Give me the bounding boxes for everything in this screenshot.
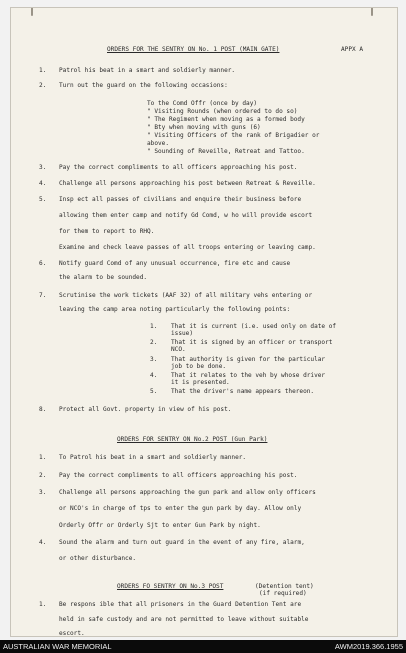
occasion-line: " Sounding of Reveille, Retreat and Tattoo. (147, 148, 305, 155)
section-subtitle: (if required) (259, 590, 307, 597)
item-text: allowing them enter camp and notify Gd Comd, w ho will provide escort (59, 212, 313, 219)
point-text: NCO. (171, 346, 186, 353)
item-text: the alarm to be sounded. (59, 274, 148, 281)
document-title: ORDERS FOR THE SENTRY ON No. 1 POST (MAIN GATE) (107, 46, 280, 53)
item-text: Pay the correct compliments to all officers approaching his post. (59, 164, 298, 171)
item-text: Notify guard Comd of any unusual occurrence, fire etc and cause (59, 260, 291, 267)
item-number: 1. (39, 454, 47, 461)
point-text: That the driver's name appears thereon. (171, 388, 315, 395)
item-number: 1. (39, 67, 47, 74)
item-number: 7. (39, 292, 47, 299)
staple-mark (31, 7, 33, 16)
occasion-line: above. (147, 140, 170, 147)
occasion-line: " Visiting Rounds (when ordered to do so) (147, 108, 298, 115)
item-text: Scrutinise the work tickets (AAF 32) of all military vehs entering or (59, 292, 313, 299)
document-page (10, 7, 398, 637)
item-text: Protect all Govt. property in view of his post. (59, 406, 232, 413)
footer-accession-number: AWM2019.366.1955 (334, 642, 403, 651)
item-text: Examine and check leave passes of all troops entering or leaving camp. (59, 244, 316, 251)
point-text: job to be done. (171, 363, 227, 370)
item-number: 1. (39, 601, 47, 608)
section-title-post-3: ORDERS FO SENTRY ON No.3 POST (117, 583, 224, 590)
archive-footer-bar (0, 640, 406, 653)
occasion-line: To the Comd Offr (once by day) (147, 100, 258, 107)
item-number: 2. (39, 472, 47, 479)
staple-mark (371, 7, 373, 16)
item-text: Be respons ible that all prisoners in the Guard Detention Tent are (59, 601, 302, 608)
item-number: 3. (39, 164, 47, 171)
item-text: leaving the camp area noting particularly the following points: (59, 306, 291, 313)
item-text: Challenge all persons approaching his post between Retreat & Reveille. (59, 180, 316, 187)
item-number: 6. (39, 260, 47, 267)
item-text: or NCO's in charge of tps to enter the gun park by day. Allow only (59, 505, 302, 512)
point-text: it is presented. (171, 379, 230, 386)
appendix-label: APPX A (341, 46, 364, 53)
occasion-line: " Bty when moving with guns (6) (147, 124, 261, 131)
item-number: 2. (39, 82, 47, 89)
footer-institution: AUSTRALIAN WAR MEMORIAL (3, 642, 112, 651)
point-number: 3. (150, 356, 158, 363)
item-number: 4. (39, 539, 47, 546)
point-number: 5. (150, 388, 158, 395)
item-text: Sound the alarm and turn out guard in the event of any fire, alarm, (59, 539, 305, 546)
item-number: 4. (39, 180, 47, 187)
item-text: Orderly Offr or Orderly Sjt to enter Gun Park by night. (59, 522, 261, 529)
item-text: escort. (59, 630, 85, 637)
item-number: 3. (39, 489, 47, 496)
item-text: Insp ect all passes of civilians and enquire their business before (59, 196, 302, 203)
point-text: issue) (171, 330, 194, 337)
item-text: Pay the correct compliments to all officers approaching his post. (59, 472, 298, 479)
section-title-post-2: ORDERS FOR SENTRY ON No.2 POST (Gun Park) (117, 436, 268, 443)
point-number: 4. (150, 372, 158, 379)
item-text: Challenge all persons approaching the gun park and allow only officers (59, 489, 316, 496)
point-text: That it relates to the veh by whose driver (171, 372, 326, 379)
point-text: That it is current (i.e. used only on date of (171, 323, 337, 330)
item-text: or other disturbance. (59, 555, 137, 562)
point-text: That authority is given for the particular (171, 356, 326, 363)
occasion-line: " The Regiment when moving as a formed body (147, 116, 305, 123)
section-subtitle: (Detention tent) (255, 583, 314, 590)
item-number: 5. (39, 196, 47, 203)
occasion-line: " Visiting Officers of the rank of Brigadier or (147, 132, 320, 139)
item-text: for them to report to RHQ. (59, 228, 155, 235)
item-text: held in safe custody and are not permitted to leave without suitable (59, 616, 309, 623)
item-text: Patrol his beat in a smart and soldierly manner. (59, 67, 236, 74)
item-text: Turn out the guard on the following occasions: (59, 82, 228, 89)
item-text: To Patrol his beat in a smart and soldierly manner. (59, 454, 247, 461)
point-text: That it is signed by an officer or transport (171, 339, 333, 346)
point-number: 2. (150, 339, 158, 346)
point-number: 1. (150, 323, 158, 330)
item-number: 8. (39, 406, 47, 413)
